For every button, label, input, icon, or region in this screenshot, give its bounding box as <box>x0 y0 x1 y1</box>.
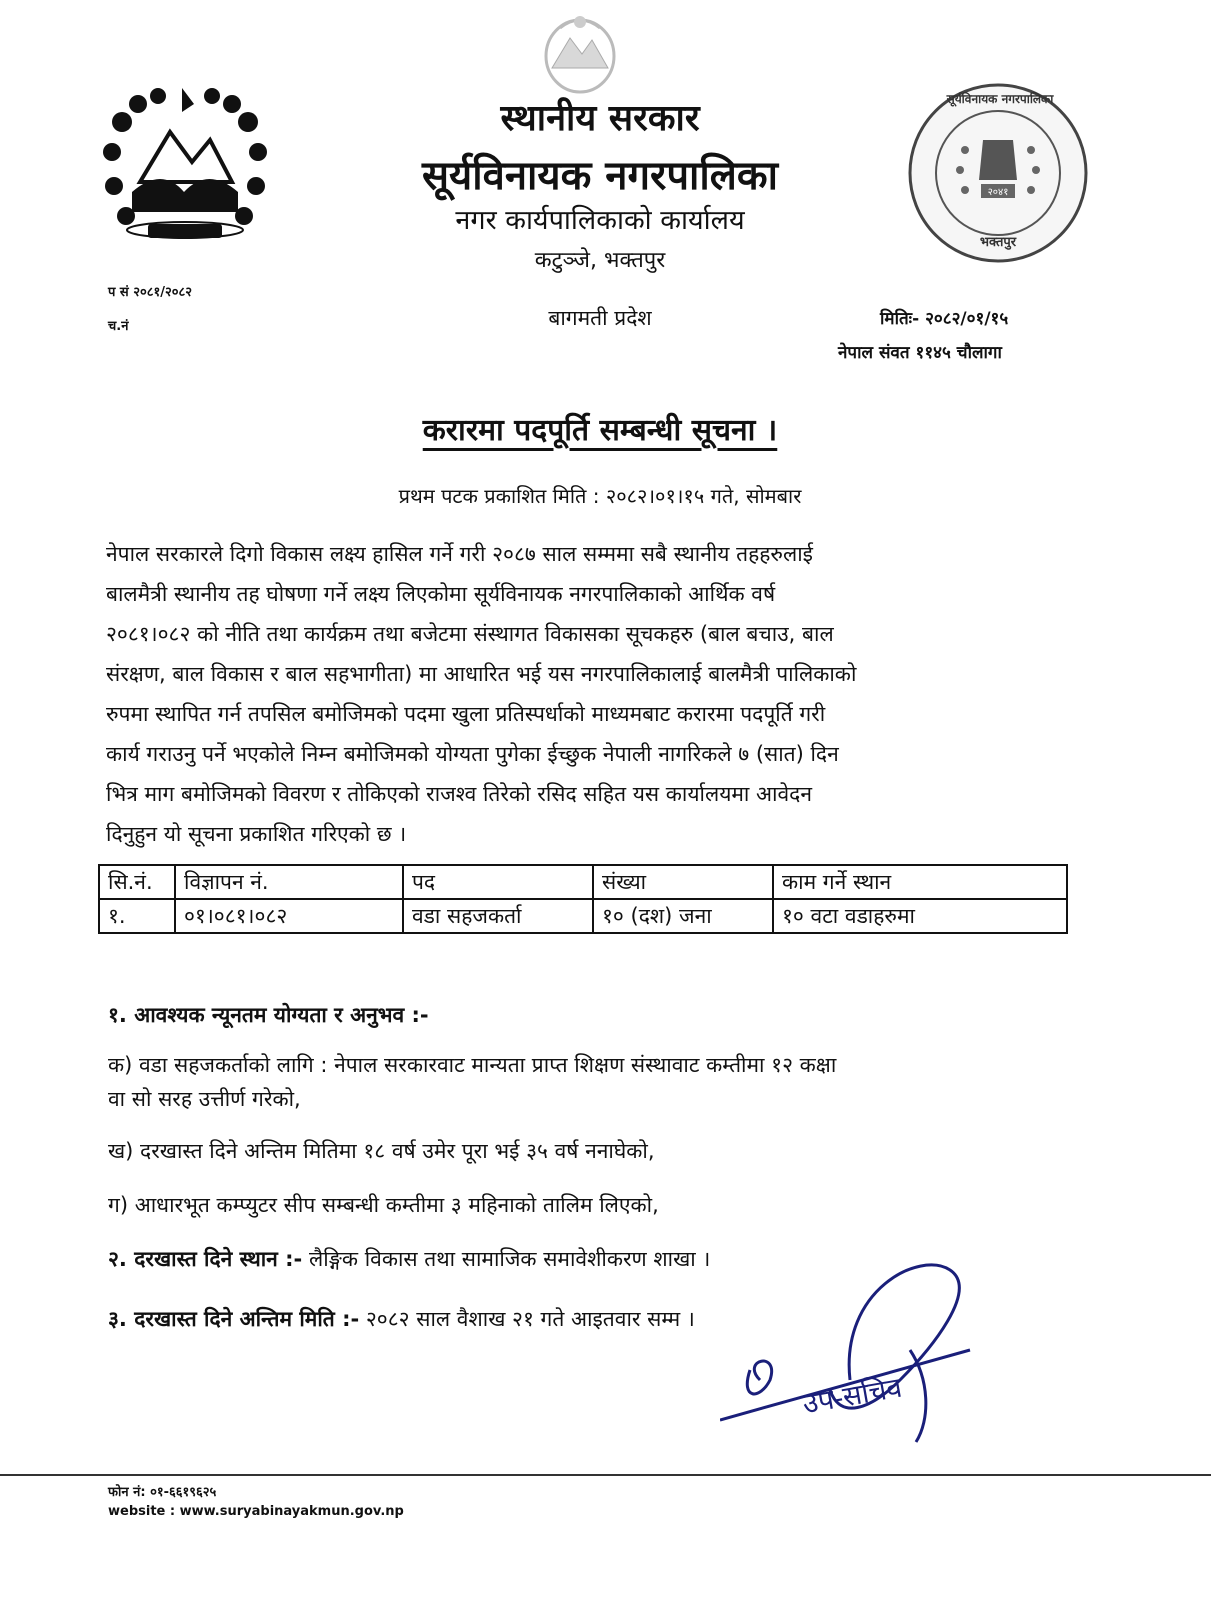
signature <box>720 1230 990 1450</box>
table-header-cell: काम गर्ने स्थान <box>773 865 1067 899</box>
header-line-1: स्थानीय सरकार <box>500 98 700 139</box>
vacancy-table <box>98 864 1068 934</box>
reference-number: प सं २०८१/२०८२ <box>108 285 193 300</box>
table-cell: १. <box>99 899 175 933</box>
footer-website[interactable]: website : www.suryabinayakmun.gov.np <box>108 1504 404 1519</box>
footer-divider <box>0 1474 1211 1476</box>
application-deadline-value: २०८२ साल वैशाख २१ गते आइतवार सम्म । <box>365 1307 695 1331</box>
seal-year: २०४१ <box>987 187 1009 198</box>
seal-text: सूर्यविनायक नगरपालिका <box>946 92 1054 106</box>
notice-date: मितिः- २०८२/०१/१५ <box>880 309 1009 329</box>
seal-place: भक्तपुर <box>979 235 1017 250</box>
table-row <box>99 899 1067 933</box>
requirements-heading: १. आवश्यक न्यूनतम योग्यता र अनुभव :- <box>108 1003 429 1027</box>
application-deadline <box>108 1300 695 1338</box>
notice-title: करारमा पदपूर्ति सम्बन्धी सूचना । <box>422 413 778 448</box>
published-date: प्रथम पटक प्रकाशित मिति : २०८२।०१।१५ गते, सोमबार <box>398 484 802 508</box>
table-header-cell: पद <box>403 865 593 899</box>
requirement-ka-line-1: क) वडा सहजकर्ताको लागि : नेपाल सरकारवाट मान्यता प्राप्त शिक्षण संस्थावाट कम्तीमा १२ कक्षा <box>108 1053 837 1077</box>
body-line: बालमैत्री स्थानीय तह घोषणा गर्ने लक्ष्य लिएकोमा सूर्यविनायक नगरपालिकाको आर्थिक वर्ष <box>106 582 776 606</box>
table-header-cell: संख्या <box>593 865 773 899</box>
body-line: नेपाल सरकारले दिगो विकास लक्ष्य हासिल गर्ने गरी २०८७ साल सम्ममा सबै स्थानीय तहहरुलाई <box>106 542 813 566</box>
body-line: दिनुहुन यो सूचना प्रकाशित गरिएको छ । <box>106 822 407 846</box>
requirement-ka-line-2: वा सो सरह उत्तीर्ण गरेको, <box>108 1087 301 1111</box>
national-emblem-icon <box>530 8 630 100</box>
body-line: कार्य गराउनु पर्ने भएकोले निम्न बमोजिमको योग्यता पुगेका ईच्छुक नेपाली नागरिकले ७ (सात) दिन <box>106 742 839 766</box>
body-line: २०८१।०८२ को नीति तथा कार्यक्रम तथा बजेटमा संस्थागत विकासका सूचकहरु (बाल बचाउ, बाल <box>106 622 834 646</box>
body-line: संरक्षण, बाल विकास र बाल सहभागीता) मा आधारित भई यस नगरपालिकालाई बालमैत्री पालिकाको <box>106 662 857 686</box>
body-line: भित्र माग बमोजिमको विवरण र तोकिएको राजश्व तिरेको रसिद सहित यस कार्यालयमा आवेदन <box>106 782 812 806</box>
table-cell: १० (दश) जना <box>593 899 773 933</box>
body-line: रुपमा स्थापित गर्न तपसिल बमोजिमको पदमा खुला प्रतिस्पर्धाको माध्यमबाट करारमा पदपूर्ति गरी <box>106 702 826 726</box>
table-header-row <box>99 865 1067 899</box>
footer-phone: फोन नं: ०१-६६१९६२५ <box>108 1485 217 1500</box>
nepal-sambat-date: नेपाल संवत ११४५ चौलागा <box>838 343 1002 363</box>
requirement-ga: ग) आधारभूत कम्प्युटर सीप सम्बन्धी कम्तीमा ३ महिनाको तालिम लिएको, <box>108 1193 659 1217</box>
application-place-label: २. दरखास्त दिने स्थान :- <box>108 1247 303 1271</box>
application-place <box>108 1240 710 1278</box>
table-cell: वडा सहजकर्ता <box>403 899 593 933</box>
signatory-designation: उप-सचिव <box>799 1370 905 1421</box>
table-cell: ०१।०८१।०८२ <box>175 899 403 933</box>
office-seal <box>905 80 1091 266</box>
application-deadline-label: ३. दरखास्त दिने अन्तिम मिति :- <box>108 1307 360 1331</box>
table-header-cell: सि.नं. <box>99 865 175 899</box>
table-header-cell: विज्ञापन नं. <box>175 865 403 899</box>
notice-body <box>106 534 1070 854</box>
table-cell: १० वटा वडाहरुमा <box>773 899 1067 933</box>
header-line-2: सूर्यविनायक नगरपालिका <box>422 153 778 199</box>
municipality-logo <box>92 82 278 258</box>
header-line-4: कटुञ्जे, भक्तपुर <box>534 248 666 273</box>
header-line-3: नगर कार्यपालिकाको कार्यालय <box>455 205 745 236</box>
province: बागमती प्रदेश <box>548 306 652 330</box>
dispatch-number: च.नं <box>108 319 129 334</box>
requirement-kha: ख) दरखास्त दिने अन्तिम मितिमा १८ वर्ष उमेर पूरा भई ३५ वर्ष ननाघेको, <box>108 1139 655 1163</box>
application-place-value: लैङ्गिक विकास तथा सामाजिक समावेशीकरण शाखा । <box>308 1247 711 1271</box>
